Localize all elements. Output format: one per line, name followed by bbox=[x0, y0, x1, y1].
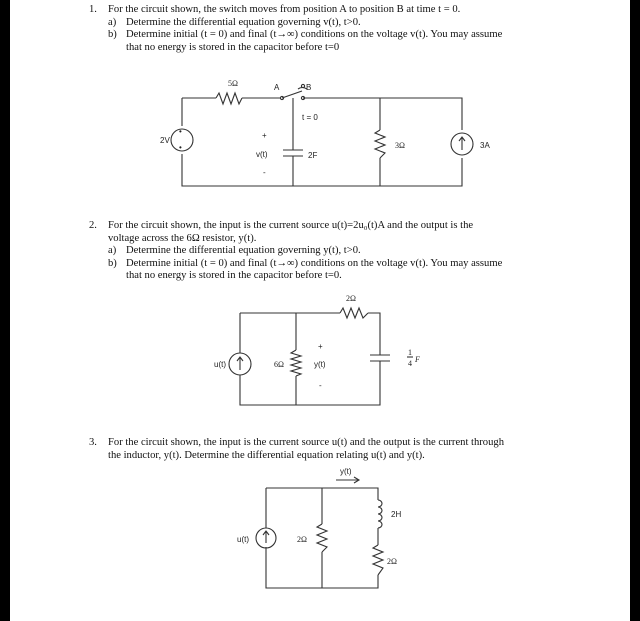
circuit-3 bbox=[237, 467, 401, 588]
label-ut: u(t) bbox=[237, 535, 249, 544]
resistor-3ohm bbox=[375, 130, 385, 158]
label-cap-num: 1 bbox=[408, 348, 412, 357]
problem-1-stem: 1. For the circuit shown, the switch moves from position A to position B at time t = 0. bbox=[89, 4, 461, 15]
resistor-2ohm-top bbox=[340, 308, 368, 318]
label-2ohm-mid: 2Ω bbox=[297, 535, 307, 544]
svg-text:•: • bbox=[179, 127, 182, 136]
problem-number: 1. bbox=[89, 4, 97, 15]
circuit-2 bbox=[214, 294, 420, 405]
problem-1-part-a: a) Determine the differential equation governing v(t), t>0. bbox=[108, 16, 361, 28]
resistor-2ohm-right bbox=[373, 545, 383, 575]
voltage-source-2v bbox=[171, 129, 193, 151]
label-minus: - bbox=[263, 168, 266, 177]
label-2ohm: 2Ω bbox=[346, 294, 356, 303]
problem-1-part-b-cont: that no energy is stored in the capacitor before t=0 bbox=[126, 41, 340, 53]
problem-1-part-b: b) Determine initial (t = 0) and final (t→∞) conditions on the voltage v(t). You may assume bbox=[108, 29, 503, 41]
label-cap-unit: F bbox=[415, 355, 420, 364]
problem-2-stem: 2. For the circuit shown, the input is the current source u(t)=2u₀(t)A and the output is the bbox=[89, 220, 474, 231]
problem-2-stem-cont: voltage across the 6Ω resistor, y(t). bbox=[108, 232, 257, 244]
label-minus: - bbox=[319, 381, 322, 390]
label-2v: 2V bbox=[160, 136, 170, 145]
label-vt: v(t) bbox=[256, 150, 268, 159]
label-cap-den: 4 bbox=[408, 359, 412, 368]
resistor-5ohm bbox=[216, 93, 242, 104]
label-yt: y(t) bbox=[340, 467, 352, 476]
problem-2-part-b-cont: that no energy is stored in the capacitor before t=0. bbox=[126, 270, 342, 282]
svg-text:•: • bbox=[179, 143, 182, 152]
label-3a: 3A bbox=[480, 141, 490, 150]
label-a: A bbox=[274, 83, 280, 92]
problem-3-stem-cont: the inductor, y(t). Determine the differential equation relating u(t) and y(t). bbox=[108, 449, 425, 461]
inductor-2h bbox=[378, 500, 382, 528]
switch-blade bbox=[282, 91, 302, 98]
label-plus: + bbox=[262, 131, 267, 140]
problem-number: 3. bbox=[89, 437, 97, 448]
label-ut: u(t) bbox=[214, 360, 226, 369]
circuit-diagrams bbox=[10, 0, 630, 621]
label-yt: y(t) bbox=[314, 360, 326, 369]
document-page bbox=[10, 0, 630, 621]
circuit-1 bbox=[160, 79, 490, 186]
problem-2-part-b: b) Determine initial (t = 0) and final (t→∞) conditions on the voltage v(t). You may assume bbox=[108, 257, 503, 269]
problem-number: 2. bbox=[89, 220, 97, 231]
label-t0: t = 0 bbox=[302, 113, 318, 122]
label-b: B bbox=[306, 83, 312, 92]
resistor-6ohm bbox=[291, 350, 301, 376]
label-2h: 2H bbox=[391, 510, 402, 519]
label-plus: + bbox=[318, 342, 323, 351]
label-3ohm: 3Ω bbox=[395, 141, 405, 150]
label-6ohm: 6Ω bbox=[274, 360, 284, 369]
problem-2-part-a: a) Determine the differential equation governing y(t), t>0. bbox=[108, 245, 361, 257]
resistor-2ohm-mid bbox=[317, 524, 327, 552]
problem-3-stem: 3. For the circuit shown, the input is the current source u(t) and the output is the current through bbox=[89, 437, 504, 448]
label-5ohm: 5Ω bbox=[228, 79, 238, 88]
label-2f: 2F bbox=[308, 151, 318, 160]
label-2ohm-right: 2Ω bbox=[387, 557, 397, 566]
